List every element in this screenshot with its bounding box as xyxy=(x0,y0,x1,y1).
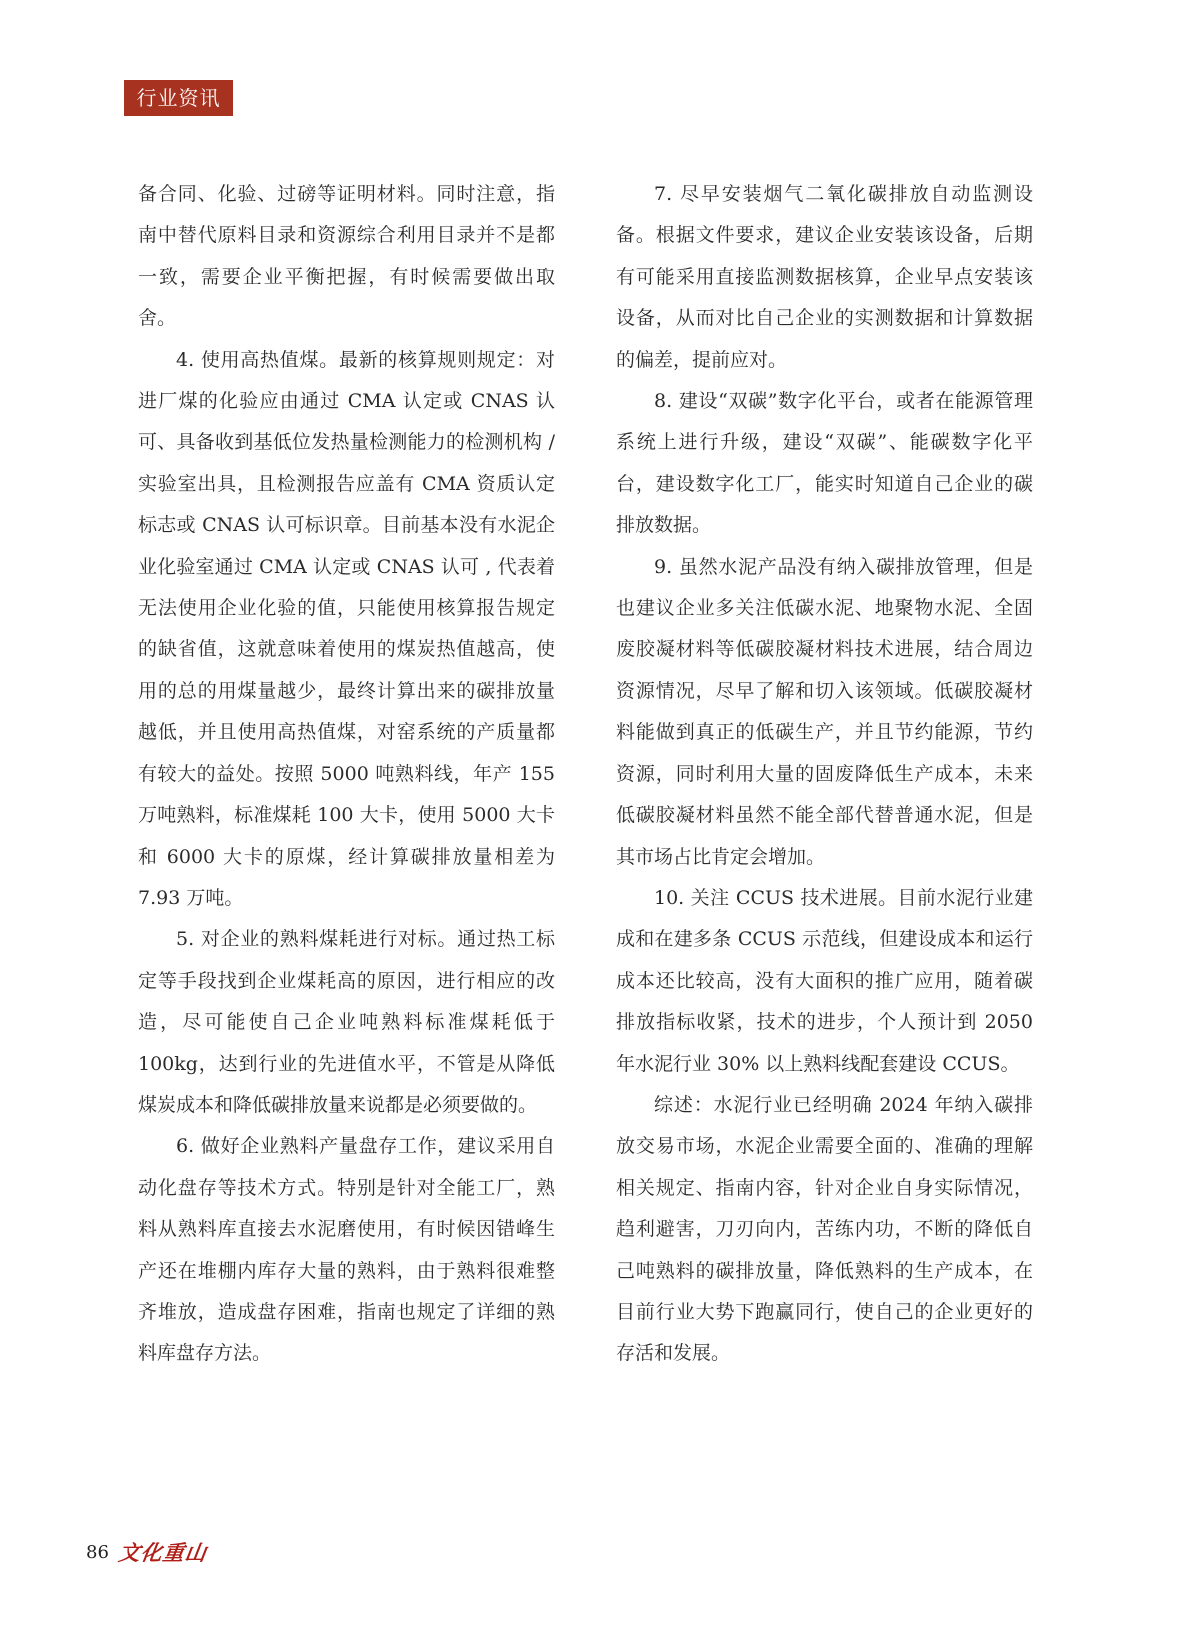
paragraph: 4. 使用高热值煤。最新的核算规则规定：对进厂煤的化验应由通过 CMA 认定或 CNAS 认可、具备收到基低位发热量检测能力的检测机构 / 实验室出具，且检测报告应盖有 CMA 资质认定标志或 CNAS 认可标识章。目前基本没有水泥企业化验室通过 CMA 认定或 CNAS 认可 , 代表着无法使用企业化验的值，只能使用核算报告规定的缺省值，这就意味着使用的煤炭热值越高，使用的总的用煤量越少，最终计算出来的碳排放量越低，并且使用高热值煤，对窑系统的产质量都有较大的益处。按照 5000 吨熟料线，年产 155 万吨熟料，标准煤耗 100 大卡，使用 5000 大卡和 6000 大卡的原煤，经计算碳排放量相差为 7.93 万吨。 xyxy=(138,348,555,909)
paragraph: 6. 做好企业熟料产量盘存工作，建议采用自动化盘存等技术方式。特别是针对全能工厂，熟料从熟料库直接去水泥磨使用，有时候因错峰生产还在堆棚内库存大量的熟料，由于熟料很难整齐堆放，造成盘存困难，指南也规定了详细的熟料库盘存方法。 xyxy=(138,1135,555,1365)
paragraph: 9. 虽然水泥产品没有纳入碳排放管理，但是也建议企业多关注低碳水泥、地聚物水泥、全固废胶凝材料等低碳胶凝材料技术进展，结合周边资源情况，尽早了解和切入该领域。低碳胶凝材料能做到真正的低碳生产，并且节约能源，节约资源，同时利用大量的固废降低生产成本，未来低碳胶凝材料虽然不能全部代替普通水泥，但是其市场占比肯定会增加。 xyxy=(616,555,1033,868)
paragraph: 备合同、化验、过磅等证明材料。同时注意，指南中替代原料目录和资源综合利用目录并不是都一致，需要企业平衡把握，有时候需要做出取舍。 xyxy=(138,183,555,330)
brand-logo: 文化重山 xyxy=(117,1540,209,1565)
right-column xyxy=(616,174,1033,1375)
left-column xyxy=(138,174,555,1375)
section-tag: 行业资讯 xyxy=(124,80,233,116)
page-footer xyxy=(86,1536,207,1568)
paragraph: 7. 尽早安装烟气二氧化碳排放自动监测设备。根据文件要求，建议企业安装该设备，后期有可能采用直接监测数据核算，企业早点安装该设备，从而对比自己企业的实测数据和计算数据的偏差，提前应对。 xyxy=(616,183,1033,371)
page-number: 86 xyxy=(86,1541,109,1563)
paragraph: 综述：水泥行业已经明确 2024 年纳入碳排放交易市场，水泥企业需要全面的、准确的理解相关规定、指南内容，针对企业自身实际情况，趋利避害，刀刃向内，苦练内功，不断的降低自己吨熟料的碳排放量，降低熟料的生产成本，在目前行业大势下跑赢同行，使自己的企业更好的存活和发展。 xyxy=(616,1093,1033,1365)
paragraph: 8. 建设“双碳”数字化平台，或者在能源管理系统上进行升级，建设“双碳”、能碳数字化平台，建设数字化工厂，能实时知道自己企业的碳排放数据。 xyxy=(616,390,1033,537)
paragraph: 10. 关注 CCUS 技术进展。目前水泥行业建成和在建多条 CCUS 示范线，但建设成本和运行成本还比较高，没有大面积的推广应用，随着碳排放指标收紧，技术的进步，个人预计到 2050 年水泥行业 30% 以上熟料线配套建设 CCUS。 xyxy=(616,886,1033,1075)
paragraph: 5. 对企业的熟料煤耗进行对标。通过热工标定等手段找到企业煤耗高的原因，进行相应的改造，尽可能使自己企业吨熟料标准煤耗低于 100kg，达到行业的先进值水平，不管是从降低煤炭成本和降低碳排放量来说都是必须要做的。 xyxy=(138,928,555,1116)
